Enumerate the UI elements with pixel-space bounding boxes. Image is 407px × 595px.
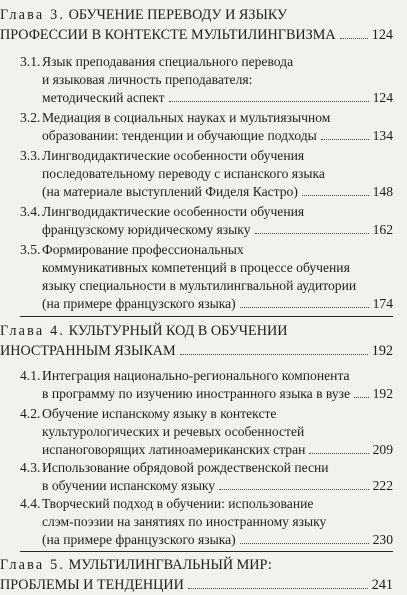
toc-entry-4-1: 4.1. Интеграция национально-регионального компонента xyxy=(20,368,350,383)
leader-dots xyxy=(240,543,369,544)
leader-dots xyxy=(240,307,369,308)
leader-dots xyxy=(169,101,369,102)
chapter-4-title-line2: ИНОСТРАННЫМ ЯЗЫКАМ 192 xyxy=(0,343,393,359)
toc-entry-3-2: 3.2. Медиация в социальных науках и мультиязычном xyxy=(20,110,331,125)
page-number: 192 xyxy=(371,343,393,359)
toc-entry-3-5: 3.5. Формирование профессиональных xyxy=(20,242,244,257)
chapter-4-title: Глава 4. КУЛЬТУРНЫЙ КОД В ОБУЧЕНИИ xyxy=(0,323,288,339)
leader-dots xyxy=(309,453,368,454)
toc-entry-4-3: 4.3. Использование обрядовой рождественской песни xyxy=(20,460,329,475)
leader-dots xyxy=(219,489,369,490)
chapter-3-title-line2: ПРОФЕССИИ В КОНТЕКСТЕ МУЛЬТИЛИНГВИЗМА 124 xyxy=(0,27,393,43)
toc-entry-4-4: 4.4. Творческий подход в обучении: использование xyxy=(20,496,314,511)
leader-dots xyxy=(321,139,369,140)
page-number: 209 xyxy=(372,442,393,457)
leader-dots xyxy=(354,397,369,398)
page-number: 174 xyxy=(372,296,393,311)
page-number: 222 xyxy=(372,478,393,493)
leader-dots xyxy=(340,38,368,39)
page-number: 162 xyxy=(372,222,393,237)
page-number: 148 xyxy=(372,184,393,199)
page-number: 134 xyxy=(372,128,393,143)
page-number: 192 xyxy=(372,386,393,401)
section-divider xyxy=(20,551,393,552)
page-number: 124 xyxy=(372,90,393,105)
leader-dots xyxy=(180,354,368,355)
leader-dots xyxy=(302,195,369,196)
page-number: 124 xyxy=(371,27,393,43)
page-number: 230 xyxy=(372,532,393,547)
toc-entry-3-1: 3.1. Язык преподавания специального перевода xyxy=(20,54,294,69)
page-number: 241 xyxy=(371,577,393,593)
toc-entry-3-4: 3.4. Лингводидактические особенности обучения xyxy=(20,204,305,219)
section-divider xyxy=(20,316,393,317)
leader-dots xyxy=(188,588,368,589)
chapter-5-title: Глава 5. МУЛЬТИЛИНГВАЛЬНЫЙ МИР: xyxy=(0,557,272,573)
toc-entry-4-2: 4.2. Обучение испанскому языку в контексте xyxy=(20,406,277,421)
chapter-3-title: Глава 3. ОБУЧЕНИЕ ПЕРЕВОДУ И ЯЗЫКУ xyxy=(0,7,288,23)
leader-dots xyxy=(255,233,369,234)
chapter-5-title-line2: ПРОБЛЕМЫ И ТЕНДЕНЦИИ 241 xyxy=(0,577,393,593)
toc-page: Глава 3. ОБУЧЕНИЕ ПЕРЕВОДУ И ЯЗЫКУ ПРОФЕССИИ В КОНТЕКСТЕ МУЛЬТИЛИНГВИЗМА 124 3.1. Язык преподавания специального перевода и языковая личность преподавателя: методический аспект 124 3.2. Медиация в социальных науках и мультиязычном образовании: тенденции и обучающие подходы 134 3.3. Лингводидактические особенности обучения последовательному переводу с испанского языка (на материале выступлений Фиделя Кастро) 148 3.4. Лингводидактические особенности обучения французскому юридическому языку 162 3.5. Формирование профессиональных коммуникативных компетенций в процессе обучения языку специальности в мультилингвальной аудитории (на примере французского языка) 174 Глава 4. КУЛЬТУРНЫЙ КОД В ОБУЧЕНИИ ИНОСТРАННЫМ ЯЗЫКАМ 192 4.1. Интеграция национально-регионального компонента в программу по изучению иностранного языка в вузе 192 4.2. Обучение испанскому языку в контексте культурологических и речевых особенностей испаноговорящих латиноамериканских стран 209 4.3. Использование обрядовой рождественской песни в обучении испанскому языку 222 4.4. Творческий подход в обучении: использование слэм-поэзии на занятиях по иностранному языку (на примере французского языка) 230 Глава 5. МУЛЬТИЛИНГВАЛЬНЫЙ МИР: ПРОБЛЕМЫ И ТЕНДЕНЦИИ 241 xyxy=(0,7,393,593)
toc-entry-3-3: 3.3. Лингводидактические особенности обучения xyxy=(20,148,305,163)
